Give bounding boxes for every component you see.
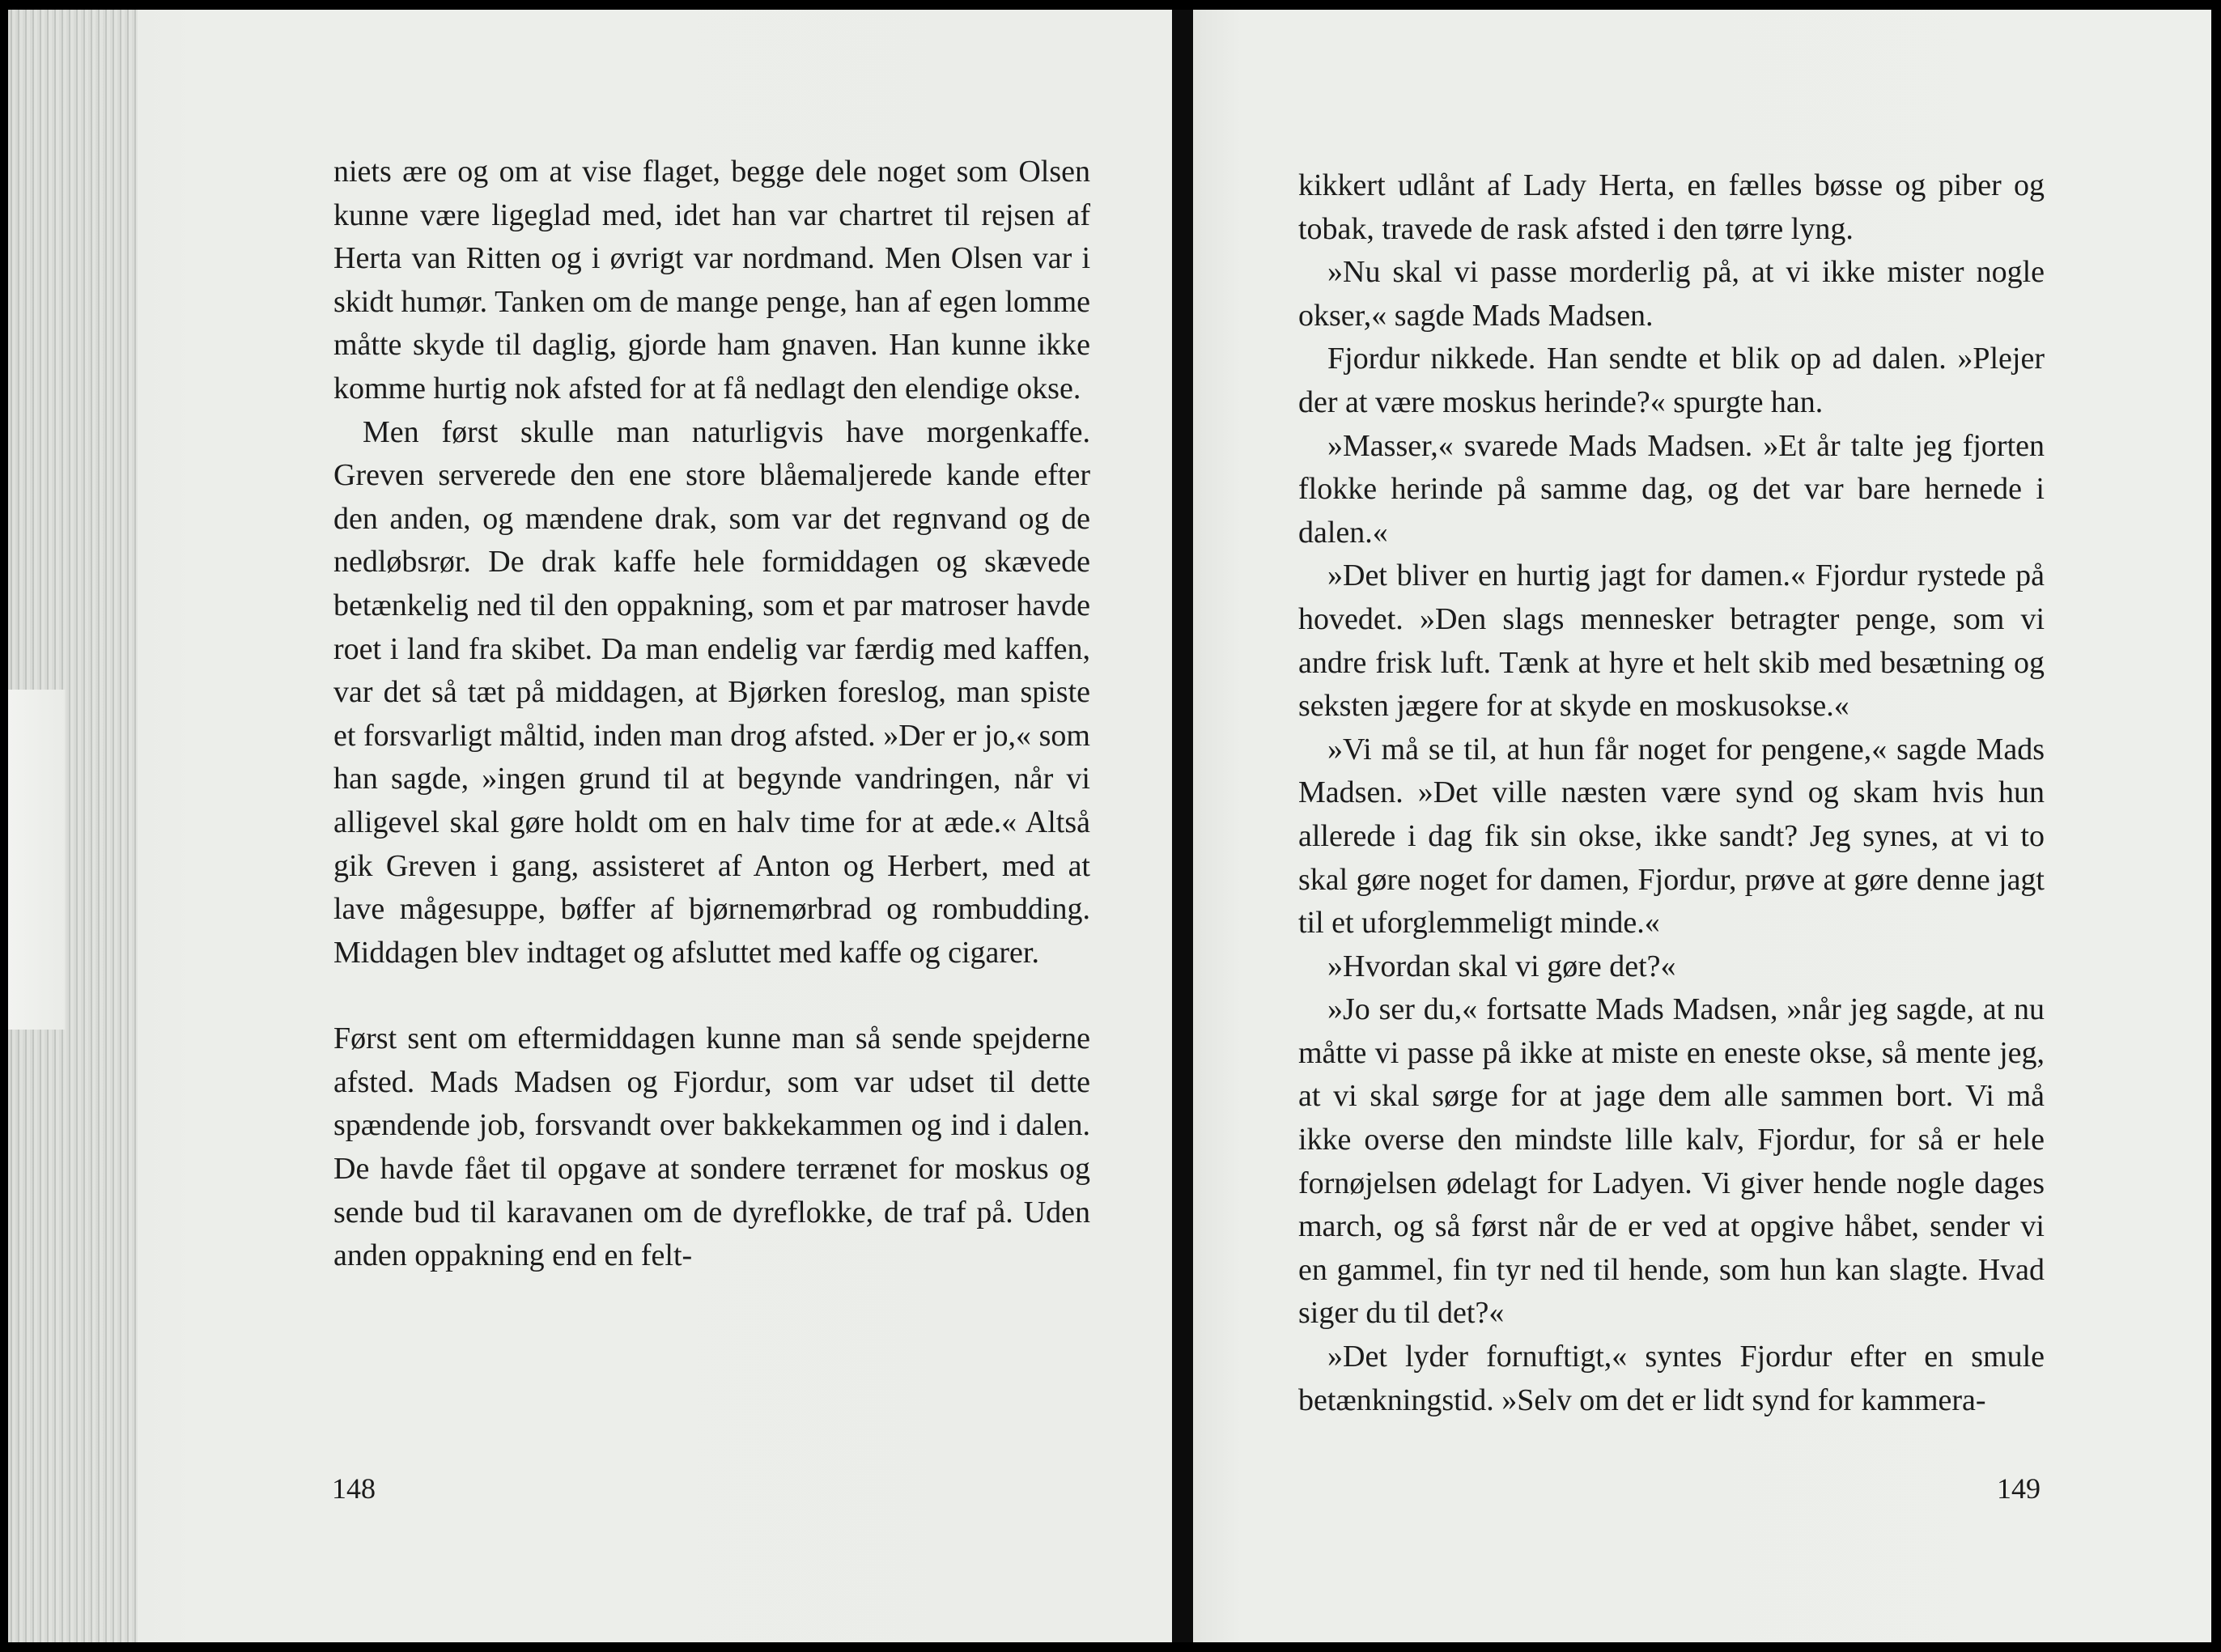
paragraph: Men først skulle man naturligvis have morgenkaffe. Greven serverede den ene store blåemaljerede kande efter den anden, og mændene drak, som var det regnvand og de nedløbsrør. De drak kaffe hele formiddagen og skævede betænkelig ned til den oppakning, som et par matroser havde roet i land fra skibet. Da man endelig var færdig med kaffen, var det så tæt på middagen, at Bjørken foreslog, man spiste et forsvarligt måltid, inden man drog afsted. »Der er jo,« som han sagde, »ingen grund til at begynde vandringen, når vi alligevel skal gøre holdt om en halv time for at æde.« Altså gik Greven i gang, assisteret af Anton og Herbert, med at lave mågesuppe, bøffer af bjørnemørbrad og rombudding. Middagen blev indtaget og afsluttet med kaffe og cigarer. bbox=[333, 414, 1090, 970]
paragraph: »Vi må se til, at hun får noget for pengene,« sagde Mads Madsen. »Det ville næsten være synd og skam hvis hun allerede i dag fik sin okse, ikke sandt? Jeg synes, at vi to skal gøre noget for damen, Fjordur, prøve at gøre denne jagt til et uforglemmeligt minde.« bbox=[1298, 732, 2045, 941]
page-number: 148 bbox=[332, 1472, 376, 1505]
paragraph: »Det lyder fornuftigt,« syntes Fjordur efter en smule betænkningstid. »Selv om det er lidt synd for kammera- bbox=[1298, 1340, 2045, 1417]
left-page bbox=[8, 10, 1177, 1642]
paragraph: »Hvordan skal vi gøre det?« bbox=[1327, 949, 1676, 983]
paragraph: niets ære og om at vise flaget, begge dele noget som Olsen kunne være ligeglad med, idet han var chartret til rejsen af Herta van Ritten og i øvrigt var nordmand. Men Olsen var i skidt humør. Tanken om de mange penge, han af egen lomme måtte skyde til daglig, gjorde ham gnaven. Han kunne ikke komme hurtig nok afsted for at få nedlagt den elendige okse. bbox=[333, 155, 1090, 406]
right-page-text bbox=[1298, 164, 2045, 1422]
paragraph: kikkert udlånt af Lady Herta, en fælles bøsse og piber og tobak, travede de rask afsted i den tørre lyng. bbox=[1298, 168, 2045, 246]
paragraph: »Masser,« svarede Mads Madsen. »Et år talte jeg fjorten flokke herinde på samme dag, og det var bare hernede i dalen.« bbox=[1298, 428, 2045, 550]
paragraph: »Nu skal vi passe morderlig på, at vi ikke mister nogle okser,« sagde Mads Madsen. bbox=[1298, 255, 2045, 333]
paragraph: Fjordur nikkede. Han sendte et blik op ad dalen. »Plejer der at være moskus herinde?« spurgte han. bbox=[1298, 342, 2045, 419]
paragraph: »Det bliver en hurtig jagt for damen.« Fjordur rystede på hovedet. »Den slags mennesker betragter penge, som vi andre frisk luft. Tænk at hyre et helt skib med besætning og seksten jægere for at skyde en moskusokse.« bbox=[1298, 558, 2045, 724]
paragraph: »Jo ser du,« fortsatte Mads Madsen, »når jeg sagde, at nu måtte vi passe på ikke at miste en eneste okse, så mente jeg, at vi skal sørge for at jage dem alle sammen bort. Vi må ikke overse den mindste lille kalv, Fjordur, for så er hele fornøjelsen ødelagt for Ladyen. Vi giver hende nogle dages march, og så først når de er ved at opgive håbet, sender vi en gammel, fin tyr ned til hende, som hun kan slagte. Hvad siger du til det?« bbox=[1298, 992, 2045, 1331]
page-edges-highlight bbox=[8, 690, 65, 1030]
paragraph: Først sent om eftermiddagen kunne man så sende spejderne afsted. Mads Madsen og Fjordur, som var udset til dette spændende job, forsvandt over bakkekammen og ind i dalen. De havde fået til opgave at sondere terrænet for moskus og sende bud til karavanen om de dyreflokke, de traf på. Uden anden oppakning end en felt- bbox=[333, 1021, 1090, 1273]
page-number: 149 bbox=[1997, 1472, 2041, 1505]
right-page bbox=[1193, 10, 2211, 1642]
left-page-text bbox=[333, 151, 1090, 1278]
